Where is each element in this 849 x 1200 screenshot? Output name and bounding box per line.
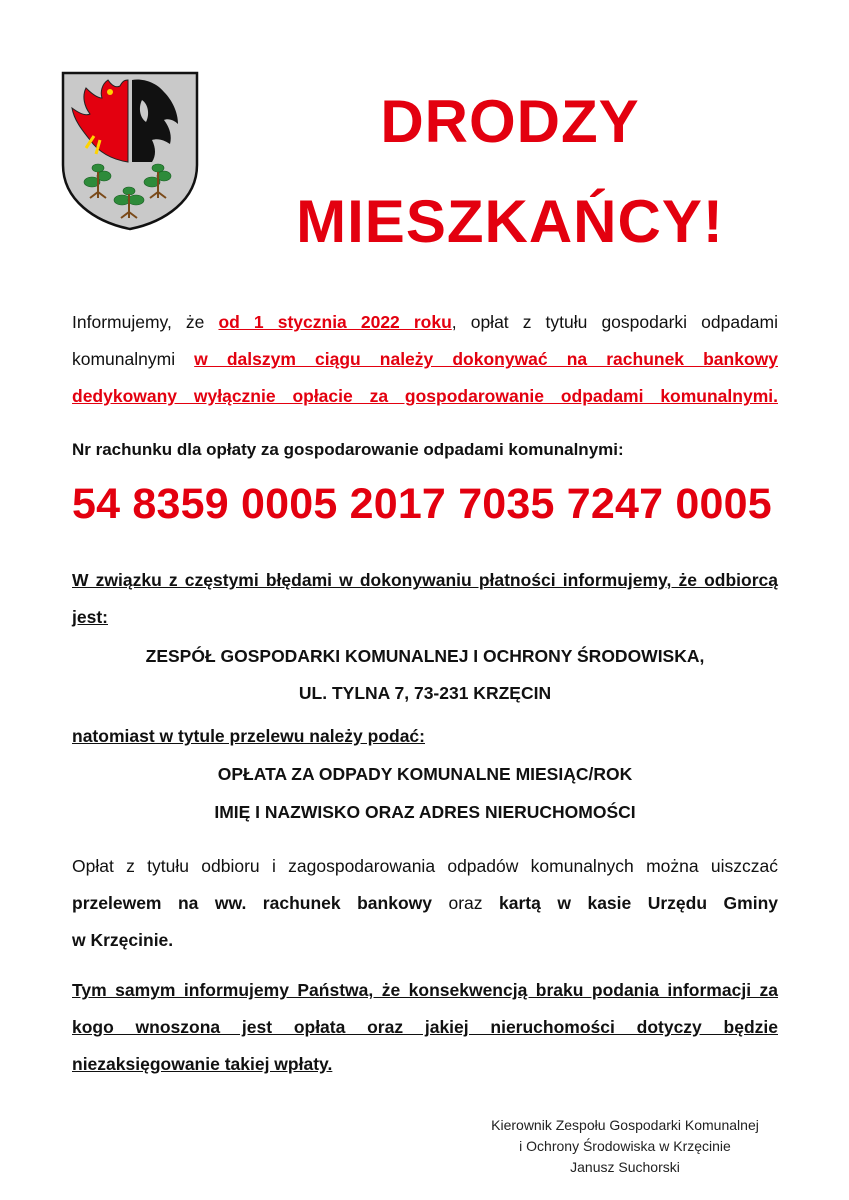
account-label: Nr rachunku dla opłaty za gospodarowanie odpadami komunalnymi:	[72, 440, 624, 459]
warning-line-1: Tym samym informujemy Państwa, że konsekwencją braku podania informacji za	[72, 980, 778, 1000]
recipient-intro	[72, 562, 778, 636]
signature-name: Janusz Suchorski	[570, 1159, 680, 1175]
recipient-address: UL. TYLNA 7, 73-231 KRZĘCIN	[298, 683, 552, 703]
payment-method-card: kartą w kasie Urzędu Gminy	[499, 893, 778, 913]
payment-line-2	[72, 885, 778, 922]
signature-line-1: Kierownik Zespołu Gospodarki Komunalnej	[491, 1117, 759, 1133]
transfer-title-line-2: IMIĘ I NAZWISKO ORAZ ADRES NIERUCHOMOŚCI	[214, 802, 636, 822]
payment-line-1: Opłat z tytułu odbioru i zagospodarowania odpadów komunalnych można uiszczać	[72, 856, 778, 876]
intro-date: od 1 stycznia 2022 roku	[218, 312, 452, 332]
intro-line-1	[72, 304, 778, 341]
warning-line-2: kogo wnoszona jest opłata oraz jakiej nieruchomości dotyczy będzie	[72, 1017, 778, 1037]
warning-line-3: niezaksięgowanie takiej wpłaty.	[72, 1054, 333, 1074]
warning-paragraph	[72, 972, 778, 1083]
transfer-title-line-1: OPŁATA ZA ODPADY KOMUNALNE MIESIĄC/ROK	[217, 764, 633, 784]
payment-connector: oraz	[432, 893, 500, 913]
headline-line-2: MIESZKAŃCY!	[296, 188, 724, 255]
recipient-intro-line-1: W związku z częstymi błędami w dokonywaniu płatności informujemy, że odbiorcą	[72, 570, 778, 590]
intro-line-3	[72, 378, 778, 415]
account-number: 54 8359 0005 2017 7035 7247 0005	[72, 480, 772, 528]
intro-text-3: komunalnymi	[72, 349, 195, 369]
payment-line-3: w Krzęcinie.	[72, 930, 174, 950]
intro-paragraph	[72, 304, 778, 415]
payment-paragraph	[72, 848, 778, 959]
coat-of-arms-icon	[60, 70, 200, 232]
intro-highlight-1: w dalszym ciągu należy dokonywać na rachunek bankowy	[194, 349, 778, 369]
signature-line-2: i Ochrony Środowiska w Krzęcinie	[519, 1138, 731, 1154]
headline-line-1: DRODZY	[380, 88, 640, 155]
payment-method-transfer: przelewem na ww. rachunek bankowy	[72, 893, 432, 913]
intro-text-2: , opłat z tytułu gospodarki odpadami	[451, 312, 778, 332]
signature-block	[470, 1115, 780, 1178]
transfer-title-intro: natomiast w tytule przelewu należy podać:	[72, 726, 425, 746]
recipient-intro-line-2: jest:	[72, 607, 108, 627]
intro-line-2	[72, 341, 778, 378]
recipient-name: ZESPÓŁ GOSPODARKI KOMUNALNEJ I OCHRONY ŚRODOWISKA,	[145, 646, 705, 666]
intro-text-1: Informujemy, że	[72, 312, 219, 332]
intro-highlight-2: dedykowany wyłącznie opłacie za gospodarowanie odpadami komunalnymi.	[72, 386, 778, 406]
